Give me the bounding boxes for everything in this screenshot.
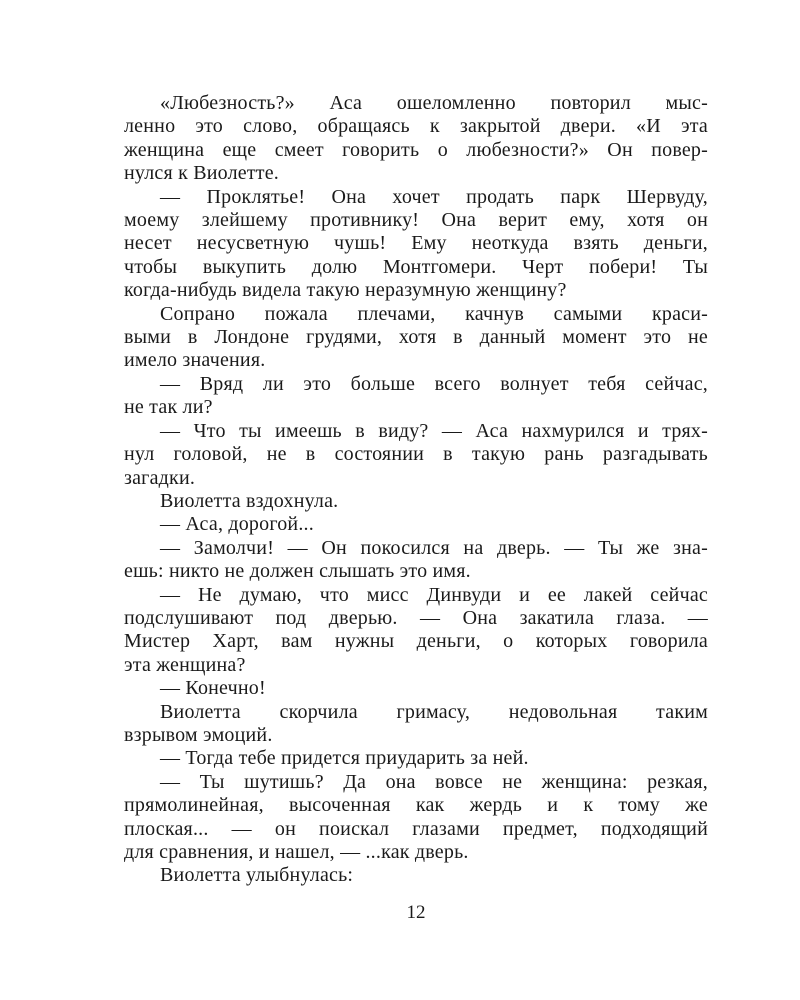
text-line: — Аса, дорогой... xyxy=(160,513,314,536)
text-line: — Вряд ли это больше всего волнует тебя сейчас, xyxy=(160,372,708,395)
paragraph xyxy=(124,864,708,887)
text-line: когда-нибудь видела такую неразумную женщину? xyxy=(124,279,567,302)
text-line: — Не думаю, что мисс Динвуди и ее лакей сейчас xyxy=(160,583,708,606)
page-number: 12 xyxy=(406,902,426,923)
text-line: — Проклятье! Она хочет продать парк Шервуду, xyxy=(160,185,708,208)
text-line: несет несусветную чушь! Ему неоткуда взять деньги, xyxy=(124,232,708,255)
text-line: Виолетта скорчила гримасу, недовольная таким xyxy=(160,700,708,723)
paragraph xyxy=(124,92,708,186)
text-line: Виолетта вздохнула. xyxy=(160,489,339,512)
paragraph xyxy=(124,537,708,584)
text-line: для сравнения, и нашел, — ...как дверь. xyxy=(124,841,469,863)
text-line: чтобы выкупить долю Монтгомери. Черт побери! Ты xyxy=(124,255,708,278)
paragraph xyxy=(124,186,708,303)
text-line: подслушивают под дверью. — Она закатила глаза. — xyxy=(124,606,708,629)
text-line: не так ли? xyxy=(124,396,213,419)
text-line: ешь: никто не должен слышать это имя. xyxy=(124,560,471,583)
text-line: выми в Лондоне грудями, хотя в данный момент это не xyxy=(124,326,708,349)
text-line: имело значения. xyxy=(124,349,266,372)
text-line: женщина еще смеет говорить о любезности?» Он повер- xyxy=(124,138,708,161)
text-line: плоская... — он поискал глазами предмет, подходящий xyxy=(124,817,708,840)
text-line: «Любезность?» Аса ошеломленно повторил мыс- xyxy=(160,92,708,114)
paragraph xyxy=(124,747,708,770)
text-line: нул головой, не в состоянии в такую рань разгадывать xyxy=(124,443,708,466)
paragraph xyxy=(124,584,708,678)
paragraph xyxy=(124,513,708,536)
paragraph xyxy=(124,677,708,700)
text-line: загадки. xyxy=(124,466,196,489)
text-line: — Что ты имеешь в виду? — Аса нахмурился и трях- xyxy=(160,419,708,442)
text-line: Виолетта улыбнулась: xyxy=(160,864,354,887)
paragraph xyxy=(124,303,708,373)
text-line: — Замолчи! — Он покосился на дверь. — Ты же зна- xyxy=(160,536,708,559)
text-line: — Конечно! xyxy=(160,677,266,700)
text-line: ленно это слово, обращаясь к закрытой двери. «И эта xyxy=(124,115,708,138)
paragraph xyxy=(124,701,708,748)
paragraph xyxy=(124,373,708,420)
text-line: Сопрано пожала плечами, качнув самыми краси- xyxy=(160,302,708,325)
paragraph xyxy=(124,771,708,865)
text-line: эта женщина? xyxy=(124,653,246,676)
text-line: нулся к Виолетте. xyxy=(124,162,279,185)
text-line: — Ты шутишь? Да она вовсе не женщина: резкая, xyxy=(160,770,708,793)
text-line: моему злейшему противнику! Она верит ему, хотя он xyxy=(124,209,708,232)
text-line: прямолинейная, высоченная как жердь и к тому же xyxy=(124,794,708,817)
text-line: — Тогда тебе придется приударить за ней. xyxy=(160,747,529,770)
paragraph xyxy=(124,490,708,513)
text-line: Мистер Харт, вам нужны деньги, о которых говорила xyxy=(124,630,708,653)
paragraph xyxy=(124,420,708,490)
page-body xyxy=(124,92,708,888)
text-line: взрывом эмоций. xyxy=(124,723,273,746)
